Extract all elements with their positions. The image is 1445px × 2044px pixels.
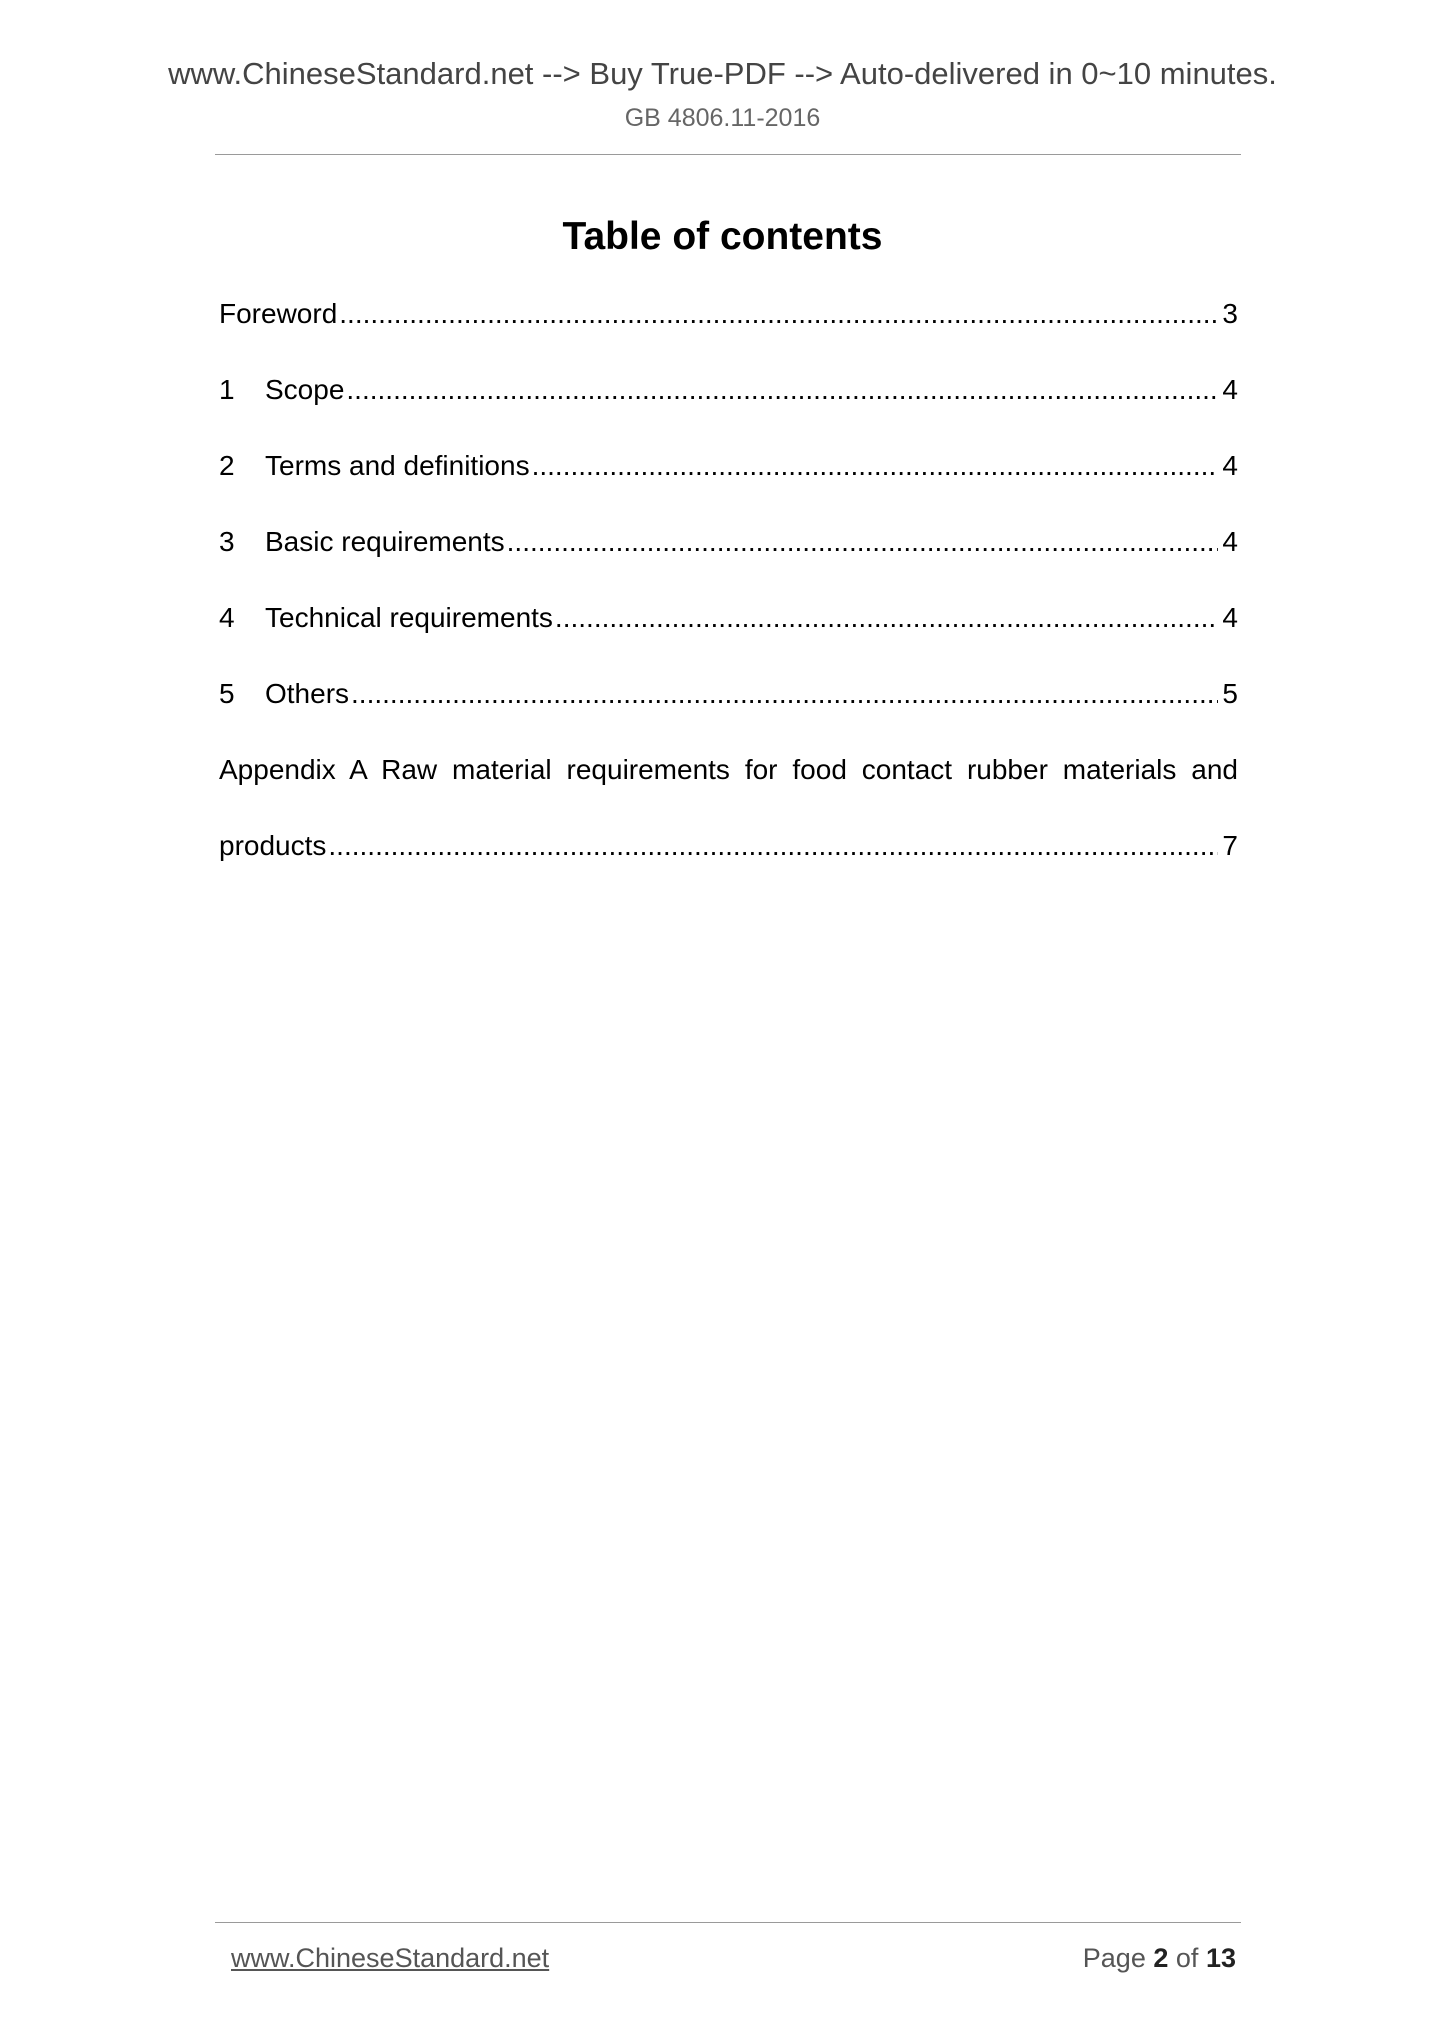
toc-entry-label: Others [265, 678, 350, 709]
footer-divider [215, 1922, 1241, 1923]
toc-entry-appendix-a[interactable] [219, 752, 1238, 788]
toc-entry-technical-requirements[interactable] [219, 600, 1238, 636]
toc-entry-terms-and-definitions[interactable] [219, 448, 1238, 484]
toc-entry-appendix-a-continued[interactable] [219, 828, 1238, 864]
page-prefix: Page [1082, 1943, 1146, 1973]
toc-entry-number: 3 [219, 526, 235, 557]
toc-entry-label: Appendix A Raw material requirements for food contact rubber materials and [219, 754, 1238, 785]
toc-entry-page: 5 [1222, 678, 1238, 709]
footer-site-link[interactable]: www.ChineseStandard.net [231, 1943, 550, 1973]
dot-leader [328, 828, 1218, 864]
dot-leader [507, 524, 1219, 560]
toc-entry-page: 4 [1222, 526, 1238, 557]
toc-entry-label: Foreword [219, 298, 338, 329]
header-divider [215, 154, 1241, 155]
toc-entry-page: 3 [1222, 298, 1238, 329]
toc-entry-page: 4 [1222, 450, 1238, 481]
toc-entry-page: 4 [1222, 374, 1238, 405]
toc-entry-page: 4 [1222, 602, 1238, 633]
page-number [1083, 1942, 1236, 1974]
toc-entry-page: 7 [1222, 830, 1238, 861]
page-of: of [1175, 1943, 1199, 1973]
dot-leader [532, 448, 1219, 484]
toc-entry-scope[interactable] [219, 372, 1238, 408]
page-current: 2 [1153, 1943, 1169, 1973]
toc-title: Table of contents [562, 215, 883, 258]
dot-leader [351, 676, 1218, 712]
toc-entry-number: 1 [219, 374, 235, 405]
toc-entry-label: Scope [265, 374, 345, 405]
dot-leader [339, 296, 1218, 332]
toc-entry-foreword[interactable] [219, 296, 1238, 332]
standard-code: GB 4806.11-2016 [624, 104, 821, 132]
page-total: 13 [1205, 1943, 1236, 1973]
header-banner: www.ChineseStandard.net --> Buy True-PDF --> Auto-delivered in 0~10 minutes. [168, 56, 1277, 91]
toc-entry-number: 2 [219, 450, 235, 481]
dot-leader [555, 600, 1219, 636]
toc-entry-label: Basic requirements [265, 526, 505, 557]
toc-entry-number: 4 [219, 602, 235, 633]
toc-entry-number: 5 [219, 678, 235, 709]
toc-entry-label: products [219, 830, 327, 861]
dot-leader [346, 372, 1218, 408]
toc-entry-basic-requirements[interactable] [219, 524, 1238, 560]
toc-entry-label: Terms and definitions [265, 450, 530, 481]
toc-entry-others[interactable] [219, 676, 1238, 712]
toc-entry-label: Technical requirements [265, 602, 553, 633]
